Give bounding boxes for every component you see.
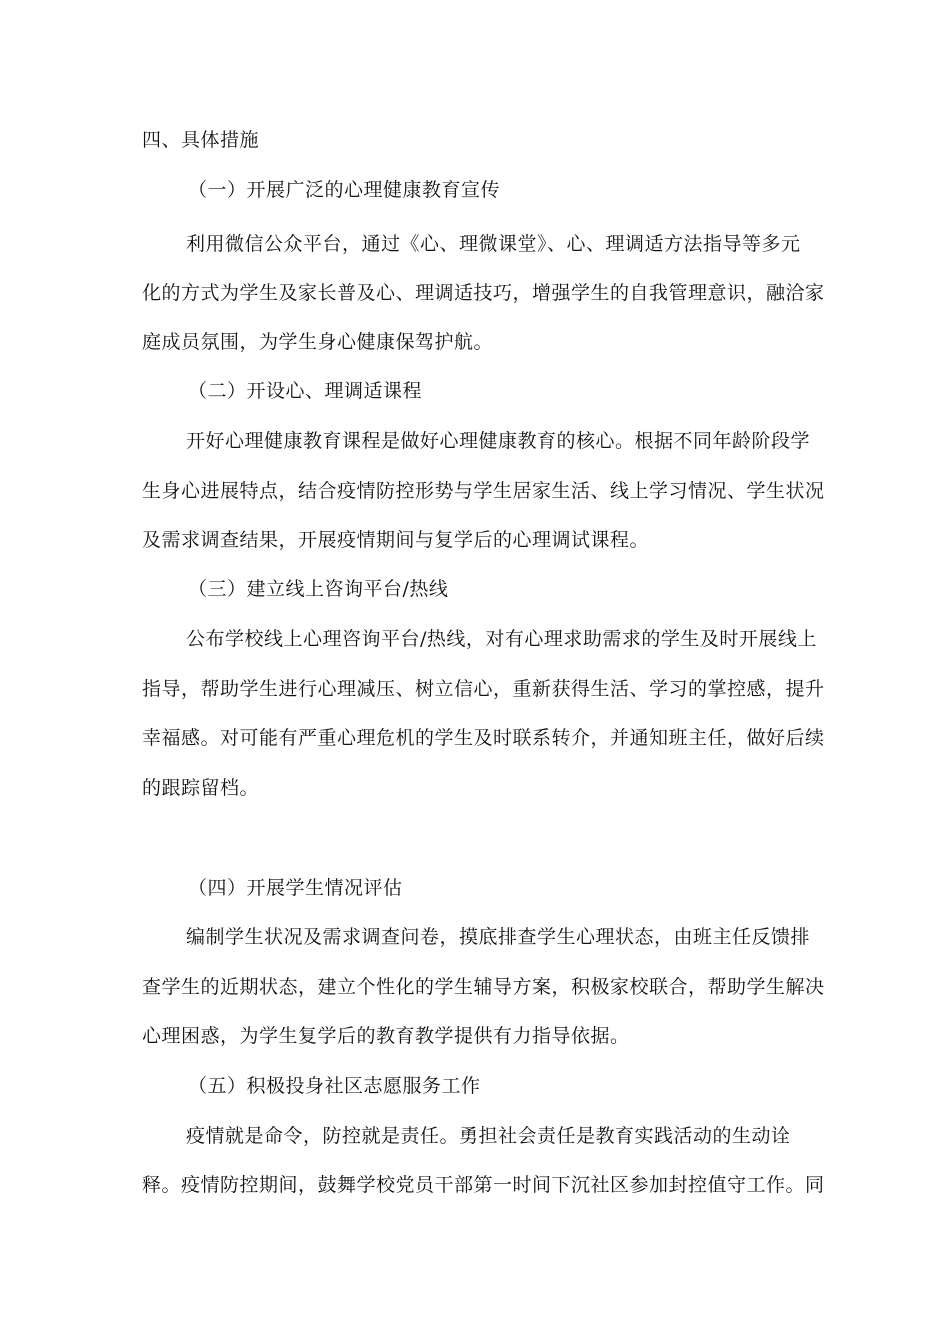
subsection-title-2: （二）开设心、理调适课程	[188, 380, 423, 402]
paragraph-line: 开好心理健康教育课程是做好心理健康教育的核心。根据不同年龄阶段学	[186, 430, 811, 452]
subsection-title-5: （五）积极投身社区志愿服务工作	[188, 1075, 481, 1097]
paragraph-line: 查学生的近期状态，建立个性化的学生辅导方案，积极家校联合，帮助学生解决	[142, 976, 825, 998]
paragraph-line: 化的方式为学生及家长普及心、理调适技巧，增强学生的自我管理意识，融洽家	[142, 282, 825, 304]
subsection-title-4: （四）开展学生情况评估	[188, 877, 403, 899]
paragraph-line: 利用微信公众平台，通过《心、理微课堂》、心、理调适方法指导等多元	[186, 233, 801, 255]
paragraph-line: 心理困惑，为学生复学后的教育教学提供有力指导依据。	[142, 1025, 630, 1047]
paragraph-line: 的跟踪留档。	[142, 777, 260, 799]
paragraph-line: 生身心进展特点，结合疫情防控形势与学生居家生活、线上学习情况、学生状况	[142, 480, 825, 502]
section-heading: 四、具体措施	[142, 129, 260, 151]
paragraph-line: 编制学生状况及需求调查问卷，摸底排查学生心理状态，由班主任反馈排	[186, 926, 811, 948]
paragraph-line: 幸福感。对可能有严重心理危机的学生及时联系转介，并通知班主任，做好后续	[142, 727, 825, 749]
paragraph-line: 公布学校线上心理咨询平台/热线，对有心理求助需求的学生及时开展线上	[186, 628, 817, 650]
subsection-title-1: （一）开展广泛的心理健康教育宣传	[188, 179, 501, 201]
paragraph-line: 指导，帮助学生进行心理减压、树立信心，重新获得生活、学习的掌控感，提升	[142, 678, 825, 700]
paragraph-line: 庭成员氛围，为学生身心健康保驾护航。	[142, 331, 494, 353]
subsection-title-3: （三）建立线上咨询平台/热线	[188, 578, 449, 600]
paragraph-line: 释。疫情防控期间，鼓舞学校党员干部第一时间下沉社区参加封控值守工作。同	[142, 1174, 825, 1196]
paragraph-line: 及需求调查结果，开展疫情期间与复学后的心理调试课程。	[142, 529, 650, 551]
paragraph-line: 疫情就是命令，防控就是责任。勇担社会责任是教育实践活动的生动诠	[186, 1125, 791, 1147]
